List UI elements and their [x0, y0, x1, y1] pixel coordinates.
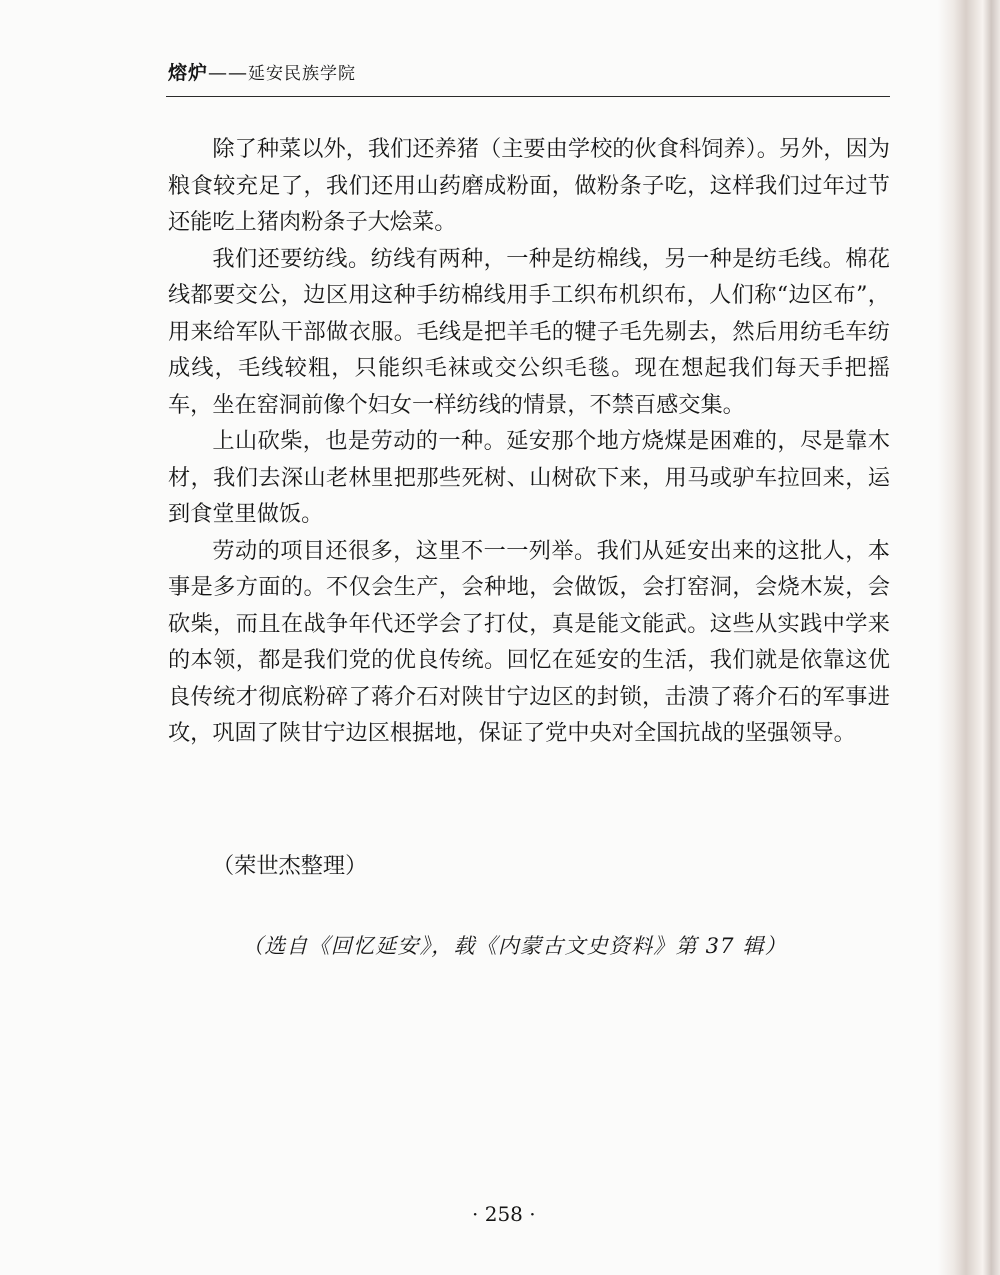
- paragraph-3: 上山砍柴，也是劳动的一种。延安那个地方烧煤是困难的，尽是靠木材，我们去深山老林里把那些死树、山树砍下来，用马或驴车拉回来，运到食堂里做饭。: [168, 428, 890, 527]
- running-header: [168, 58, 356, 85]
- paragraph-4: 劳动的项目还很多，这里不一一列举。我们从延安出来的这批人，本事是多方面的。不仅会生产，会种地，会做饭，会打窑洞，会烧木炭，会砍柴，而且在战争年代还学会了打仗，真是能文能武。这些从实践中学来的本领，都是我们党的优良传统。回忆在延安的生活，我们就是依靠这优良传统才彻底粉碎了蒋介石对陕甘宁边区的封锁，击溃了蒋介石的军事进攻，巩固了陕甘宁边区根据地，保证了党中央对全国抗战的坚强领导。: [168, 537, 890, 746]
- body-text: [168, 131, 890, 752]
- book-spine-shadow: [938, 0, 1000, 1275]
- editor-note: （荣世杰整理）: [212, 853, 368, 879]
- header-dash: ——: [208, 62, 249, 84]
- book-title: 熔炉: [168, 62, 209, 84]
- header-rule: [166, 96, 890, 97]
- source-citation: （选自《回忆延安》，载《内蒙古文史资料》第 37 辑）: [242, 934, 787, 958]
- page-number: · 258 ·: [472, 1202, 536, 1226]
- paragraph-1: 除了种菜以外，我们还养猪（主要由学校的伙食科饲养）。另外，因为粮食较充足了，我们还用山药磨成粉面，做粉条子吃，这样我们过年过节还能吃上猪肉粉条子大烩菜。: [168, 136, 890, 235]
- paragraph-2: 我们还要纺线。纺线有两种，一种是纺棉线，另一种是纺毛线。棉花线都要交公，边区用这种手纺棉线用手工织布机织布，人们称“边区布”，用来给军队干部做衣服。毛线是把羊毛的犍子毛先剔去，然后用纺毛车纺成线，毛线较粗，只能织毛袜或交公织毛毯。现在想起我们每天手把摇车，坐在窑洞前像个妇女一样纺线的情景，不禁百感交集。: [168, 245, 890, 418]
- header-subtitle: 延安民族学院: [248, 64, 357, 84]
